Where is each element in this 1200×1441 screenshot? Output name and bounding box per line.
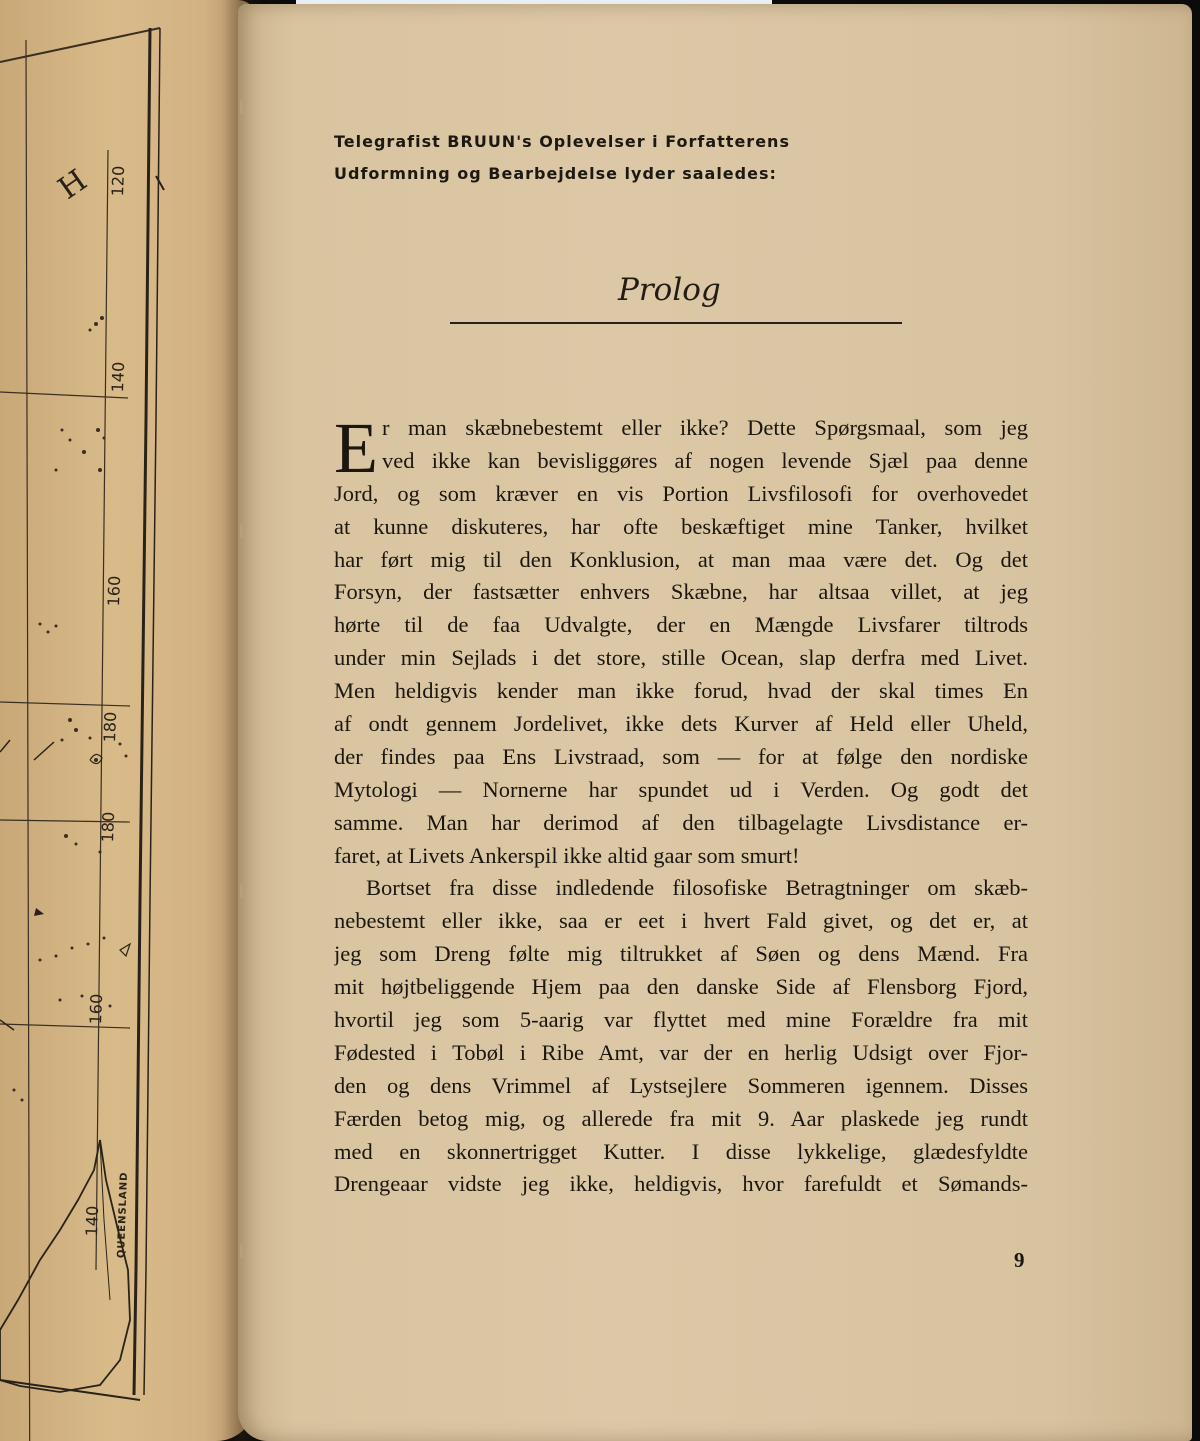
text-line: jeg som Dreng følte mig tiltrukket af Søen og dens Mænd. Fra xyxy=(334,941,1028,967)
text-line: der findes paa Ens Livstraad, som — for at følge den nordiske xyxy=(334,743,1028,769)
text-line: mit højtbeliggende Hjem paa den danske Side af Flensborg Fjord, xyxy=(334,974,1028,1000)
text-line: med en skonnertrigget Kutter. I disse lykkelige, glædesfyldte xyxy=(334,1138,1028,1164)
text-line: Færden betog mig, og allerede fra mit 9. Aar plaskede jeg rundt xyxy=(334,1105,1028,1131)
map-longitude-label: 160 xyxy=(104,575,125,607)
text-line: Drengeaar vidste jeg ikke, heldigvis, hvor farefuldt et Sømands- xyxy=(334,1171,1028,1197)
binding-stitch xyxy=(240,524,243,538)
binding-stitch xyxy=(240,1244,243,1258)
map-longitude-label: 140 xyxy=(82,1205,103,1237)
text-line: den og dens Vrimmel af Lystsejlere Sommeren igennem. Disses xyxy=(334,1072,1028,1098)
map-longitude-label: 180 xyxy=(100,711,121,743)
left-page-map xyxy=(0,0,256,1441)
map-region-label: QUEENSLAND xyxy=(116,1171,131,1259)
paragraph-2 xyxy=(334,872,1028,1201)
text-line: ved ikke kan bevisliggøres af nogen levende Sjæl paa denne xyxy=(382,447,1028,473)
text-line: samme. Man har derimod af den tilbagelagte Livsdistance er- xyxy=(334,809,1028,835)
binding-stitch xyxy=(240,100,243,114)
text-line: Men heldigvis kender man ikke forud, hvad der skal times En xyxy=(334,678,1028,704)
text-line: Bortset fra disse indledende filosofiske Betragtninger om skæb- xyxy=(366,875,1028,901)
binding-stitch xyxy=(240,884,243,898)
chapter-title: Prolog xyxy=(618,272,721,308)
paragraph-1 xyxy=(334,408,1028,872)
map-longitude-label: 180 xyxy=(98,811,119,843)
map-longitude-label: 120 xyxy=(108,165,129,197)
text-line: Mytologi — Nornerne har spundet ud i Verden. Og godt det xyxy=(334,776,1028,802)
page-header xyxy=(334,126,790,190)
text-line: hvortil jeg som 5-aarig var flyttet med mine Forældre fra mit xyxy=(334,1007,1028,1033)
map-grid-letter: H xyxy=(52,162,94,207)
text-line: faret, at Livets Ankerspil ikke altid gaar som smurt! xyxy=(334,842,800,868)
header-line: Telegrafist BRUUN's Oplevelser i Forfatterens xyxy=(334,132,790,151)
text-line: nebestemt eller ikke, saa er eet i hvert Fald givet, og det er, at xyxy=(334,908,1028,934)
text-line: Forsyn, der fastsætter enhvers Skæbne, har altsaa villet, at jeg xyxy=(334,579,1028,605)
body-text xyxy=(334,408,1028,1201)
text-line: at kunne diskuteres, har ofte beskæftiget mine Tanker, hvilket xyxy=(334,513,1028,539)
text-line: hørte til de faa Udvalgte, der en Mængde Livsfarer tiltrods xyxy=(334,612,1028,638)
drop-cap: E xyxy=(334,408,378,488)
text-line: har ført mig til den Konklusion, at man maa være det. Og det xyxy=(334,546,1028,572)
text-line: under min Sejlads i det store, stille Ocean, slap derfra med Livet. xyxy=(334,645,1028,671)
title-rule xyxy=(450,322,902,324)
map-longitude-label: 140 xyxy=(108,361,129,393)
map-longitude-label: 160 xyxy=(86,993,107,1025)
text-line: af ondt gennem Jordelivet, ikke dets Kurver af Held eller Uheld, xyxy=(334,711,1028,737)
text-line: Fødested i Tobøl i Ribe Amt, var der en herlig Udsigt over Fjor- xyxy=(334,1039,1028,1065)
text-line: r man skæbnebestemt eller ikke? Dette Spørgsmaal, som jeg xyxy=(382,415,1028,440)
header-line: Udformning og Bearbejdelse lyder saaledes: xyxy=(334,164,777,183)
page-number: 9 xyxy=(1014,1248,1025,1272)
right-page-text xyxy=(238,4,1192,1441)
text-line: Jord, og som kræver en vis Portion Livsfilosofi for overhovedet xyxy=(334,480,1028,506)
